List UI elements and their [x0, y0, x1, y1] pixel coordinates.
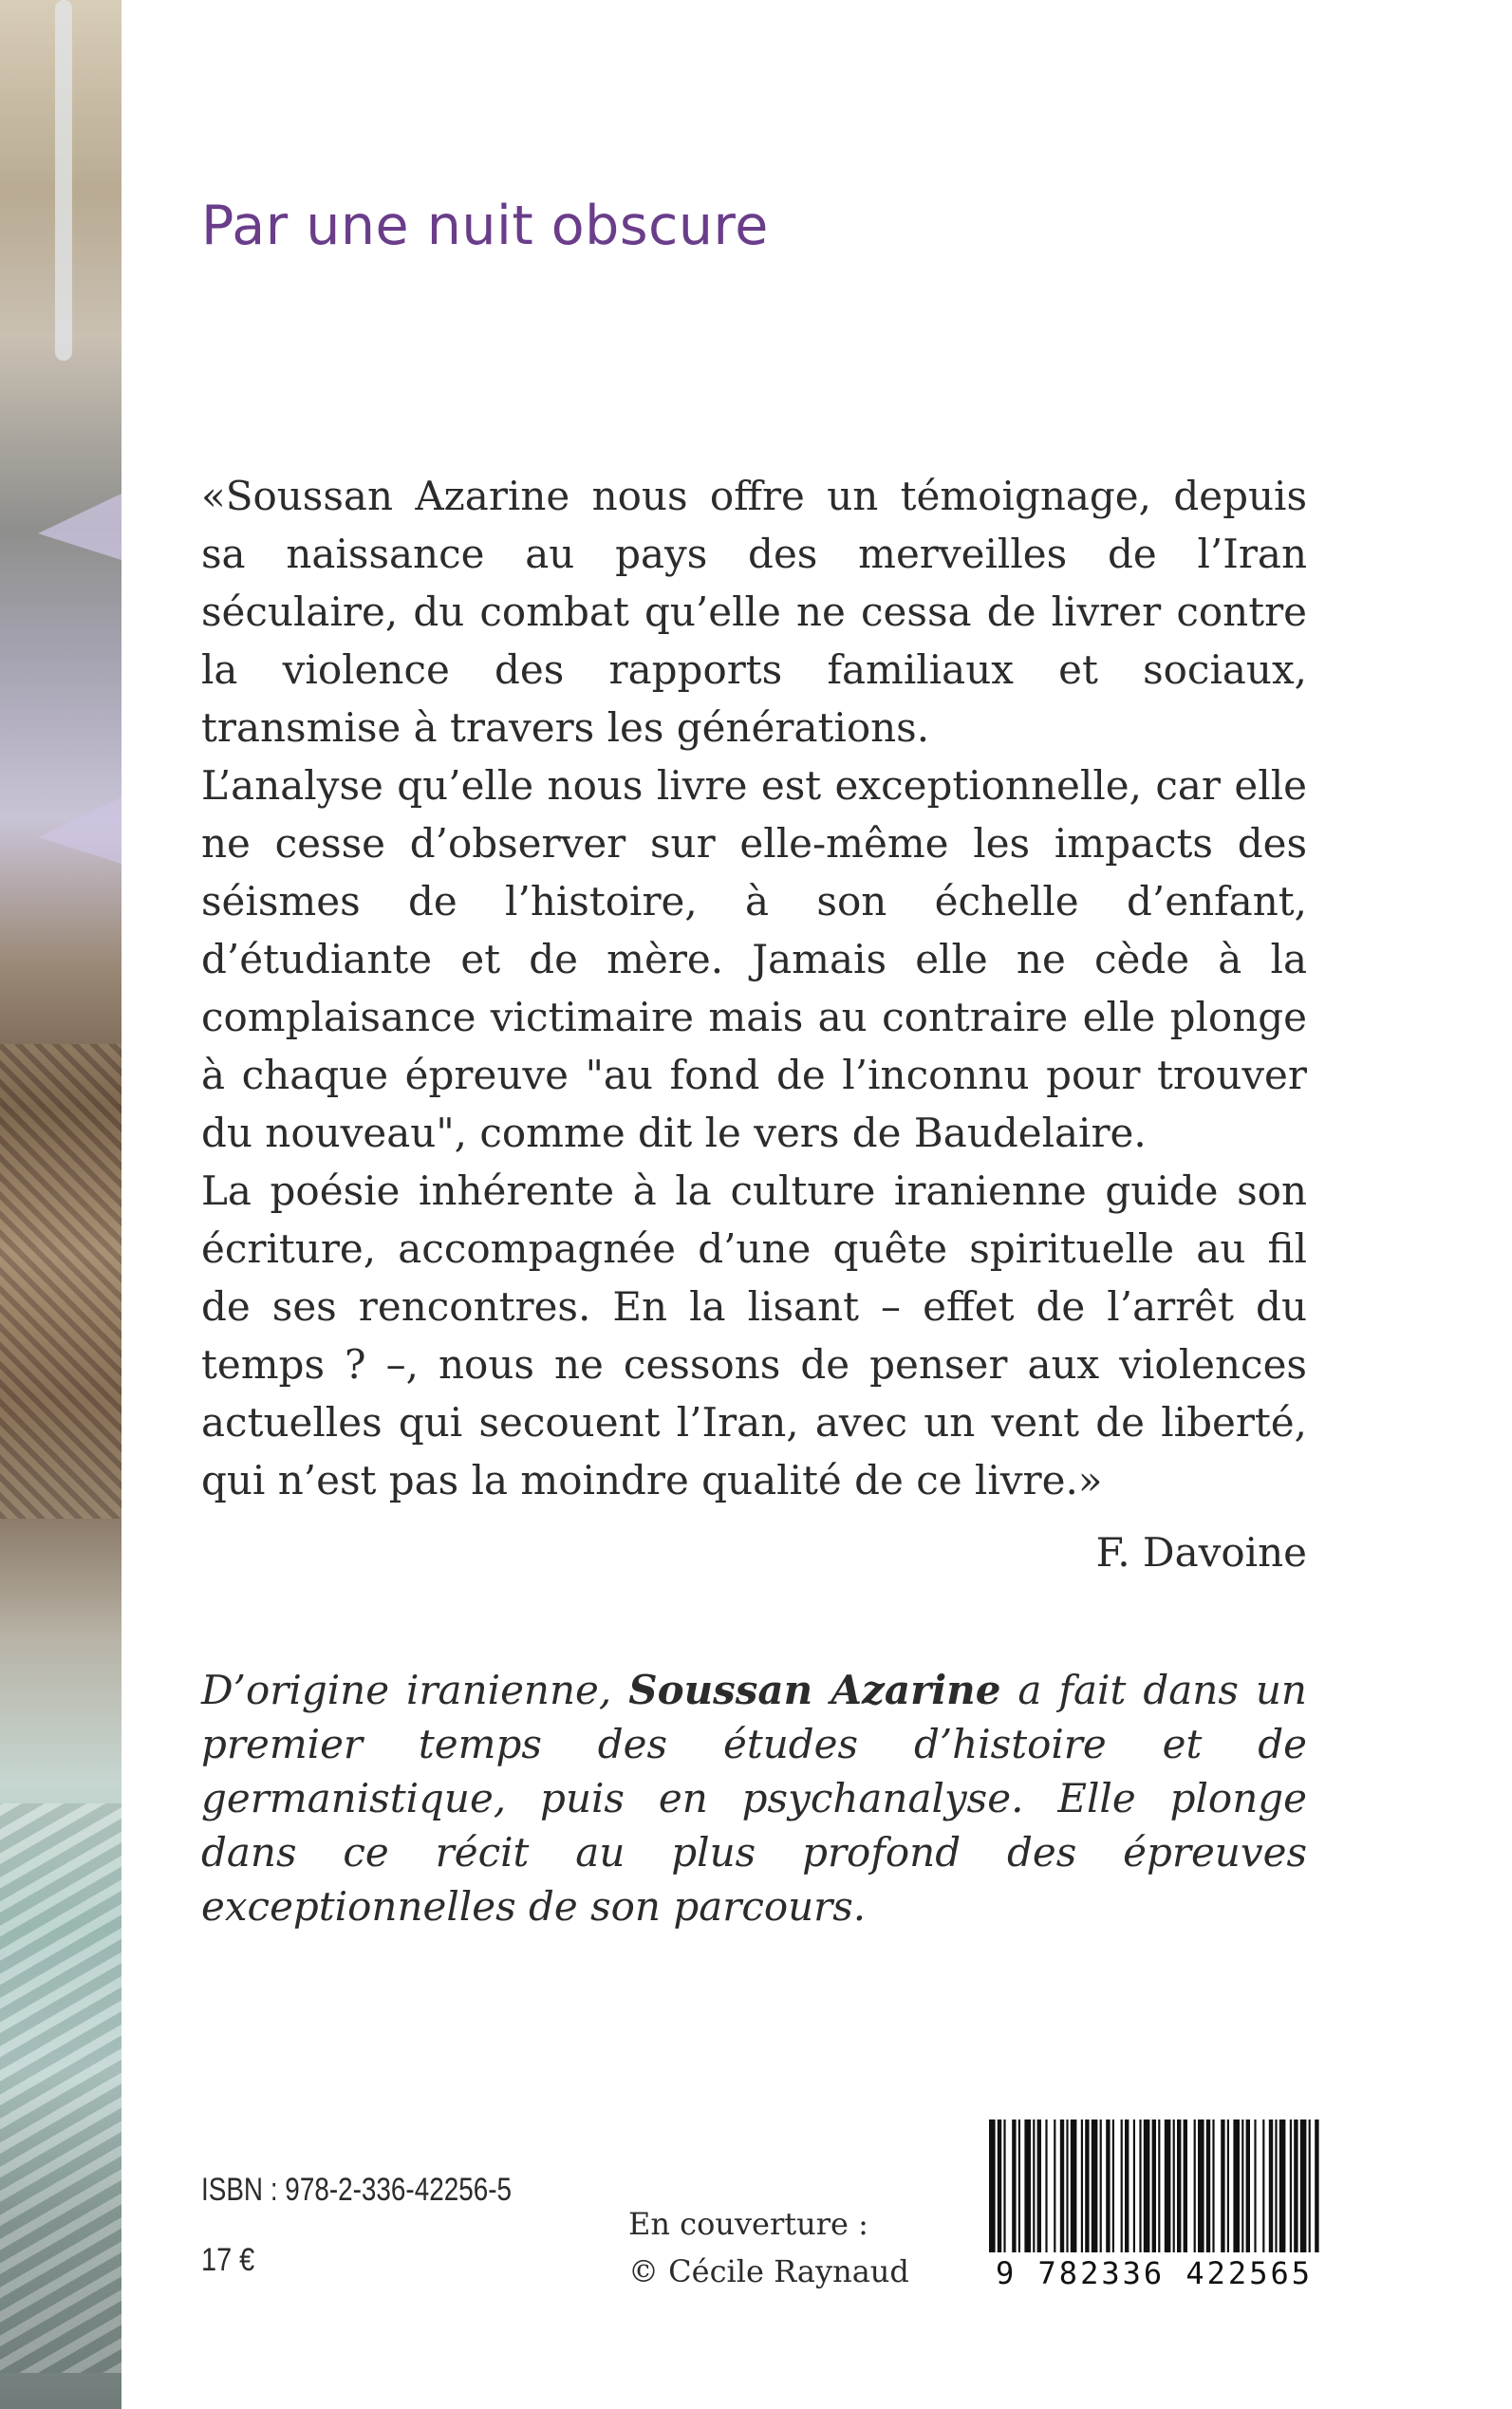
quote-paragraph-1: «Soussan Azarine nous offre un témoignage, depuis sa naissance au pays des merveilles de l’Iran séculaire, du combat qu’elle ne cessa de livrer contre la violence des rapports familiaux et sociaux, transmise à travers les générations.: [201, 473, 1307, 751]
lilac-arrow-mark-lower: [38, 797, 121, 864]
author-name: Soussan Azarine: [628, 1667, 1001, 1713]
carpet-texture: [0, 1044, 121, 1519]
bio-text: a fait dans un premier temps des études d’histoire et de germanistique, puis en psychanalyse. Elle plonge dans ce récit au plus profond des épreuves exceptionnelles de son parcours.: [201, 1667, 1307, 1930]
isbn-text: ISBN : 978-2-336-42256-5: [201, 2172, 513, 2208]
cover-credit-label: En couverture :: [628, 2206, 868, 2242]
tree-trunk-art: [55, 0, 72, 361]
quote-paragraph-2: L’analyse qu’elle nous livre est exceptionnelle, car elle ne cesse d’observer sur elle-même les impacts des séismes de l’histoire, à son échelle d’enfant, d’étudiante et de mère. Jamais elle ne cède à la complaisance victimaire mais au contraire elle plonge à chaque épreuve "au fond de l’inconnu pour trouver du nouveau", comme dit le vers de Baudelaire.: [201, 762, 1307, 1156]
review-quote: [201, 467, 1307, 1509]
tile-texture: [0, 1803, 121, 2373]
quote-signature: F. Davoine: [1095, 1529, 1307, 1576]
bio-intro: D’origine iranienne,: [201, 1667, 629, 1713]
author-bio: [201, 1663, 1307, 1933]
book-title: Par une nuit obscure: [201, 195, 769, 257]
barcode-number: 9 782336 422565: [996, 2255, 1313, 2291]
price-text: 17 €: [201, 2242, 255, 2278]
cover-credit: [628, 2200, 909, 2295]
quote-paragraph-3: La poésie inhérente à la culture iranienne guide son écriture, accompagnée d’une quête spirituelle au fil de ses rencontres. En la lisant – effet de l’arrêt du temps ? –, nous ne cessons de penser aux violences actuelles qui secouent l’Iran, avec un vent de liberté, qui n’est pas la moindre qualité de ce livre.»: [201, 1167, 1307, 1503]
lilac-arrow-mark: [38, 494, 121, 560]
cover-art-strip: [0, 0, 121, 2409]
cover-credit-name: © Cécile Raynaud: [628, 2253, 909, 2289]
